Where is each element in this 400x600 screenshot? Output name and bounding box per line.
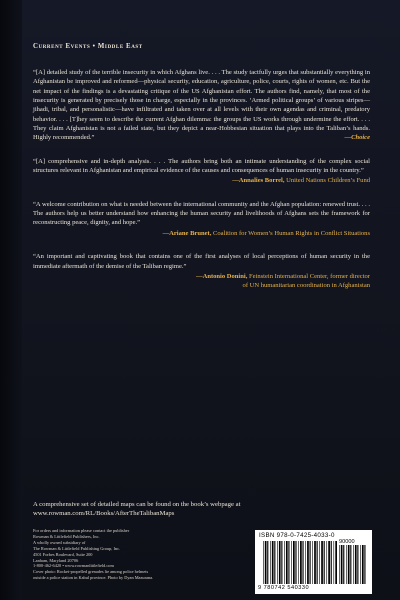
maps-url[interactable]: www.rowman.com/RL/Books/AfterTheTalibanMaps (33, 510, 175, 518)
blurb-borrel (33, 157, 370, 186)
barcode-bar (291, 541, 292, 584)
barcode-bar (267, 541, 268, 584)
attribution-org: Coalition for Women’s Human Rights in Conflict Situations (211, 229, 370, 237)
barcode-bar (286, 541, 288, 584)
barcode-bar (334, 541, 335, 584)
barcode-bar (270, 541, 271, 584)
attribution-org: Feinstein International Center, former director (247, 272, 370, 280)
barcode-bar (300, 541, 302, 584)
addon-barcode-icon (339, 545, 367, 584)
barcode-bar (364, 545, 365, 584)
publisher-line: Lanham, Maryland 20706 (33, 557, 79, 563)
publisher-info (33, 528, 233, 581)
barcode-bar (265, 541, 267, 584)
barcode-bar (346, 545, 347, 584)
barcode-bar (295, 541, 296, 584)
blurb-text: “[A] detailed study of the terrible insecurity in which Afghans live. . . . The study tactfully urges that substantially everything in Afghanistan be improved and reformed—physical security, education, agriculture, police, courts, rights of women, etc. But the net impact of the findings is a devastating critique of the US Afghanistan effort. The authors find, namely, that most of the insecurity is generated by precisely those in charge, especially in the provinces. ‘Armed political groups’ of various stripes—jihadi, tribal, and personalistic—have infiltrated and taken over at all levels with their own agendas and criminal, predatory behavior. . . . [T]hey seem to describe the current Afghan dilemma: the groups the US works through undermine the effort. . . . They claim Afghanistan is not a failed state, but they depict a near-Hobbesian situation that plays into the Taliban’s hands. Highly recommended.” (33, 69, 370, 142)
blurb-attribution (33, 176, 370, 185)
barcode-bar (355, 545, 357, 584)
publisher-line: The Rowman & Littlefield Publishing Group, Inc. (33, 545, 121, 551)
barcode-bar (314, 541, 316, 584)
barcode-bar (341, 545, 343, 584)
barcode-bar (298, 541, 299, 584)
barcode-bar (331, 541, 332, 584)
barcode-bar (348, 545, 350, 584)
barcode-bar (326, 541, 327, 584)
blurbs (33, 68, 370, 305)
attribution-name: —Ariane Brunet, (162, 229, 212, 237)
barcode-bar (360, 545, 361, 584)
blurb-text: “[A] comprehensive and in-depth analysis. . . . The authors bring both an intimate understanding of the complex social structures relevant in Afghanistan and empirical evidence of the causes and consequences of human insecurity in the country.” (33, 157, 370, 175)
maps-note (33, 500, 370, 519)
attribution-name: —Antonio Donini, (196, 272, 248, 280)
blurb-attribution (33, 229, 370, 238)
barcode-bar (293, 541, 295, 584)
barcode-bar (343, 545, 344, 584)
blurb-choice (33, 68, 370, 143)
publisher-line: 4501 Forbes Boulevard, Suite 200 (33, 551, 93, 557)
barcode-bar (357, 545, 358, 584)
publisher-line: 1-800-462-6420 • www.rowmanlittlefield.com (33, 563, 114, 569)
barcode-bar (321, 541, 323, 584)
attribution-org: United Nations Children’s Fund (284, 177, 370, 185)
maps-note-text: A comprehensive set of detailed maps can be found on the book’s webpage at (33, 501, 241, 508)
barcode-bar (310, 541, 311, 584)
barcode-bar (279, 541, 281, 584)
barcode-bar (324, 541, 325, 584)
barcode-bar (335, 541, 337, 584)
addon-number: 90000 (339, 539, 355, 545)
barcode-bar (263, 541, 264, 584)
barcode-bar (339, 545, 340, 584)
barcode-bar (317, 541, 318, 584)
blurb-donini (33, 252, 370, 290)
blurb-attribution: —Choice (344, 134, 370, 142)
blurb-brunet (33, 200, 370, 238)
barcode-bar (288, 541, 289, 584)
ean-number: 9 780742 540330 (258, 585, 310, 591)
publisher-line: For orders and information please contact the publisher (33, 528, 130, 533)
barcode-bar (312, 541, 313, 584)
ean-barcode-icon (263, 541, 337, 584)
barcode (255, 530, 372, 594)
blurb-text: “An important and captivating book that contains one of the first analyses of local perceptions of human security in the immediate aftermath of the demise of the Taliban regime.” (33, 253, 370, 270)
barcode-bar (274, 541, 275, 584)
blurb-text: “A welcome contribution on what is needed between the international community and the Afghan population: renewed trust. . . . The authors help us better understand how enhancing the human security and livelihoods of Afghans sets the framework for reconstructing peace, dignity, and hope.” (33, 200, 370, 227)
barcode-bar (284, 541, 285, 584)
blurb-attribution (33, 272, 370, 291)
attribution-org-continued: of UN humanitarian coordination in Afghanistan (242, 282, 370, 290)
publisher-line: A wholly owned subsidiary of (33, 539, 86, 545)
isbn-text: ISBN 978-0-7425-4033-0 (259, 532, 335, 539)
barcode-bar (350, 545, 351, 584)
barcode-bar (281, 541, 282, 584)
barcode-bar (305, 541, 306, 584)
barcode-bar (353, 545, 354, 584)
barcode-bar (307, 541, 309, 584)
publisher-line: Cover photo: Rocket-propelled grenades lie among police helmets (33, 569, 149, 575)
barcode-bar (302, 541, 303, 584)
attribution-name: —Annalies Borrel, (232, 177, 285, 185)
barcode-bar (362, 545, 364, 584)
barcode-bar (319, 541, 320, 584)
category-label: Current Events • Middle East (33, 43, 143, 50)
publisher-line: outside a police station in Kabul province. Photo by Dyan Mazurana. (33, 575, 154, 581)
barcode-bar (277, 541, 278, 584)
barcode-bar (272, 541, 274, 584)
publisher-line: Rowman & Littlefield Publishers, Inc. (33, 533, 100, 539)
barcode-bar (328, 541, 330, 584)
